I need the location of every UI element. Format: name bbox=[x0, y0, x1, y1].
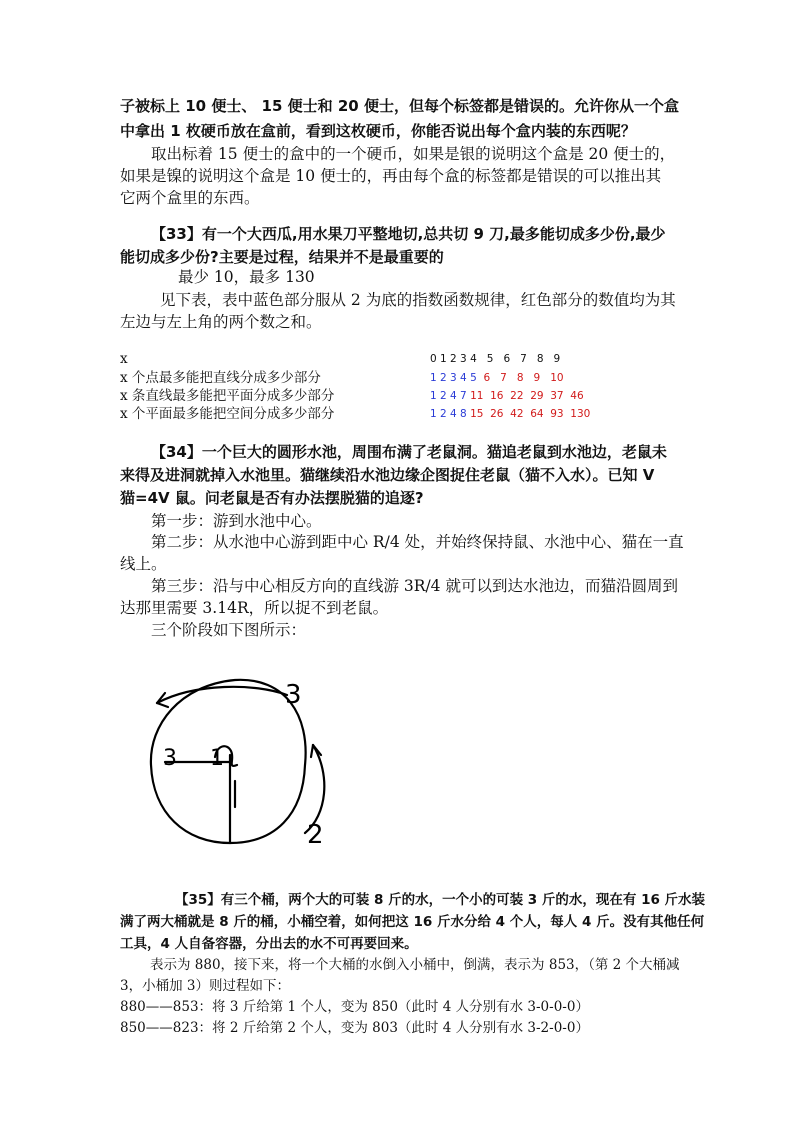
a34-step-1: 第一步：游到水池中心。 bbox=[151, 512, 322, 530]
q35-line-1: 【35】有三个桶，两个大的可装 8 斤的水，一个小的可装 3 斤的水，现在有 16 斤水装 bbox=[175, 892, 706, 908]
label-3-top: 3 bbox=[285, 680, 302, 710]
row1-red: 6 7 8 9 10 bbox=[483, 372, 564, 384]
q34-line-1: 【34】一个巨大的圆形水池，周围布满了老鼠洞。猫追老鼠到水池边，老鼠未 bbox=[151, 443, 667, 461]
table-row-3 bbox=[430, 405, 590, 423]
a32-line-3: 它两个盒里的东西。 bbox=[120, 189, 260, 207]
a32-line-2: 如果是镍的说明这个盒是 10 便士的，再由每个盒的标签都是错误的可以推出其 bbox=[120, 167, 662, 185]
path-arc-3 bbox=[157, 687, 287, 703]
label-1: 1 bbox=[210, 746, 224, 771]
q33-line-2: 能切成多少份?主要是过程，结果并不是最重要的 bbox=[120, 248, 444, 266]
label-2: 2 bbox=[307, 820, 324, 850]
a34-step-3-line-1: 第三步：沿与中心相反方向的直线游 3R/4 就可以到达水池边，而猫沿圆周到 bbox=[151, 577, 678, 595]
table-row-2 bbox=[430, 387, 584, 405]
a34-step-3-line-2: 达那里需要 3.14R，所以捉不到老鼠。 bbox=[120, 599, 389, 617]
a35-line-4: 850——823：将 2 斤给第 2 个人，变为 803（此时 4 人分别有水 3-2-0-0） bbox=[120, 1020, 589, 1036]
a34-step-2-line-1: 第二步：从水池中心游到距中心 R/4 处，并始终保持鼠、水池中心、猫在一直 bbox=[151, 533, 684, 551]
a34-step-2-line-2: 线上。 bbox=[120, 555, 167, 573]
q32-line-2: 中拿出 1 枚硬币放在盒前，看到这枚硬币，你能否说出每个盒内装的东西呢？ bbox=[120, 122, 636, 140]
row3-blue: 1 2 4 8 bbox=[430, 408, 467, 420]
q35-line-2: 满了两大桶就是 8 斤的桶，小桶空着，如何把这 16 斤水分给 4 个人，每人 4 斤。没有其他任何 bbox=[120, 914, 705, 930]
table-row-1 bbox=[430, 369, 564, 387]
a34-figure-intro: 三个阶段如下图所示： bbox=[151, 621, 307, 639]
table-label-lines: x 条直线最多能把平面分成多少部分 bbox=[120, 388, 335, 404]
a35-line-1: 表示为 880，接下来，将一个大桶的水倒入小桶中，倒满，表示为 853，（第 2 个大桶减 bbox=[150, 957, 680, 973]
cat-mouse-pool-diagram bbox=[135, 665, 365, 860]
a33-expl-line-2: 左边与左上角的两个数之和。 bbox=[120, 313, 322, 331]
row2-red: 11 16 22 29 37 46 bbox=[470, 390, 584, 402]
a35-line-2: 3，小桶加 3）则过程如下： bbox=[120, 978, 290, 994]
q34-line-3: 猫=4V 鼠。问老鼠是否有办法摆脱猫的追逐? bbox=[120, 489, 424, 507]
table-header: 0 1 2 3 4 5 6 7 8 9 bbox=[430, 353, 561, 365]
a33-expl-line-1: 见下表，表中蓝色部分服从 2 为底的指数函数规律，红色部分的数值均为其 bbox=[160, 291, 676, 309]
q32-line-1: 子被标上 10 便士、 15 便士和 20 便士，但每个标签都是错误的。允许你从一个盒 bbox=[120, 97, 679, 115]
row1-blue: 1 2 3 4 5 bbox=[430, 372, 477, 384]
table-label-points: x 个点最多能把直线分成多少部分 bbox=[120, 370, 321, 386]
label-3-left: 3 bbox=[163, 746, 177, 771]
q35-line-3: 工具，4 人自备容器，分出去的水不可再要回来。 bbox=[120, 936, 418, 952]
row2-blue: 1 2 4 7 bbox=[430, 390, 467, 402]
a33-answer: 最少 10，最多 130 bbox=[178, 268, 315, 286]
table-label-planes: x 个平面最多能把空间分成多少部分 bbox=[120, 406, 335, 422]
a35-line-3: 880——853：将 3 斤给第 1 个人，变为 850（此时 4 人分别有水 3-0-0-0） bbox=[120, 999, 589, 1015]
row3-red: 15 26 42 64 93 130 bbox=[470, 408, 591, 420]
table-label-x: x bbox=[120, 351, 128, 367]
q34-line-2: 来得及进洞就掉入水池里。猫继续沿水池边缘企图捉住老鼠（猫不入水）。已知 V bbox=[120, 466, 655, 484]
q33-line-1: 【33】有一个大西瓜,用水果刀平整地切,总共切 9 刀,最多能切成多少份,最少 bbox=[151, 225, 666, 243]
a32-line-1: 取出标着 15 便士的盒中的一个硬币，如果是银的说明这个盒是 20 便士的， bbox=[151, 145, 676, 163]
